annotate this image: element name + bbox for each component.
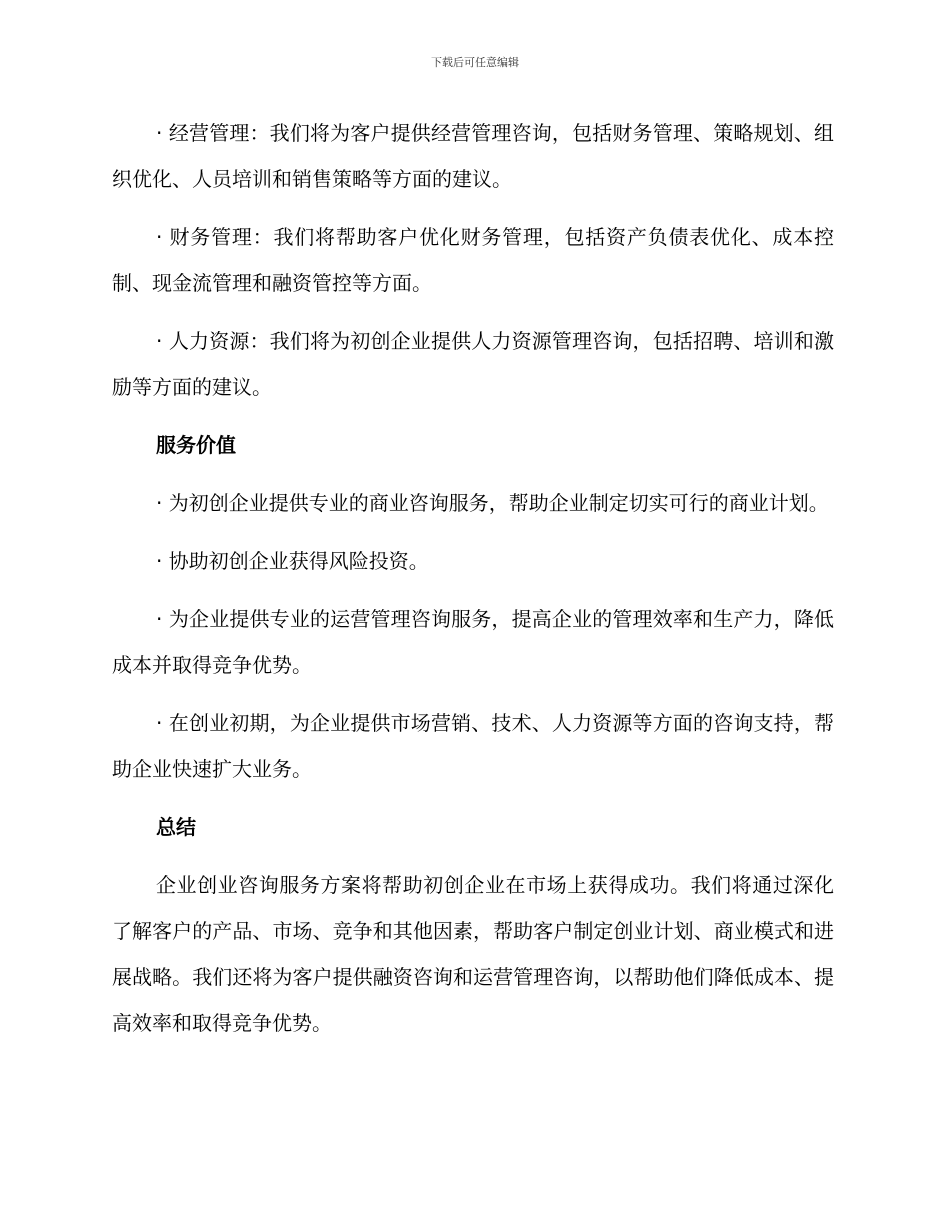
section-heading-summary: 总结: [156, 815, 196, 839]
value-item-consulting: · 为初创企业提供专业的商业咨询服务，帮助企业制定切实可行的商业计划。: [156, 491, 829, 515]
document-body: [112, 110, 834, 1058]
value-item-early-support: · 在创业初期，为企业提供市场营销、技术、人力资源等方面的咨询支持，帮助企业快速扩大业务。: [112, 711, 834, 781]
value-item-investment: · 协助初创企业获得风险投资。: [156, 549, 429, 573]
paragraph-hr: · 人力资源：我们将为初创企业提供人力资源管理咨询，包括招聘、培训和激励等方面的建议。: [112, 329, 834, 399]
header-note: 下载后可任意编辑: [431, 56, 519, 69]
paragraph-summary: 企业创业咨询服务方案将帮助初创企业在市场上获得成功。我们将通过深化了解客户的产品、市场、竞争和其他因素，帮助客户制定创业计划、商业模式和进展战略。我们还将为客户提供融资咨询和运营管理咨询，以帮助他们降低成本、提高效率和取得竞争优势。: [112, 873, 834, 1035]
section-heading-service-value: 服务价值: [156, 433, 236, 457]
paragraph-finance: · 财务管理：我们将帮助客户优化财务管理，包括资产负债表优化、成本控制、现金流管理和融资管控等方面。: [112, 225, 834, 295]
value-item-operations: · 为企业提供专业的运营管理咨询服务，提高企业的管理效率和生产力，降低成本并取得竞争优势。: [112, 607, 834, 677]
paragraph-operations: · 经营管理：我们将为客户提供经营管理咨询，包括财务管理、策略规划、组织优化、人员培训和销售策略等方面的建议。: [112, 121, 834, 191]
